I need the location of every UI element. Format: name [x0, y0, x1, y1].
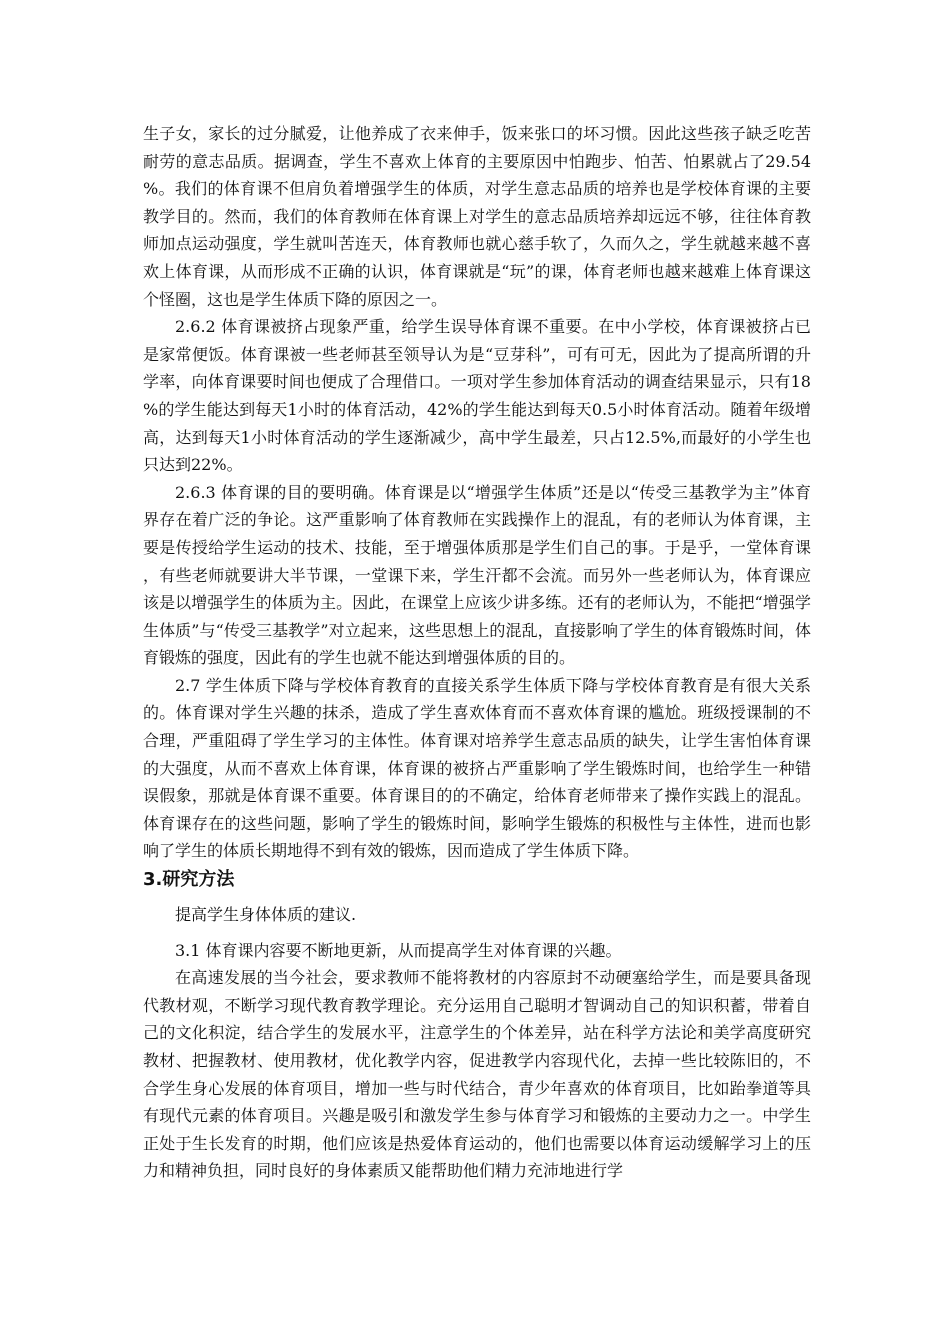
- subheading-suggestions: 提高学生身体体质的建议.: [175, 905, 357, 925]
- paragraph-2-6-3: 2.6.3 体育课的目的要明确。体育课是以“增强学生体质”还是以“传受三基教学为主”体育界存在着广泛的争论。这严重影响了体育教师在实践操作上的混乱，有的老师认为体育课，主要是传授给学生运动的技术、技能，至于增强体质那是学生们自己的事。于是乎，一堂体育课，有些老师就要讲大半节课，一堂课下来，学生汗都不会流。而另外一些老师认为，体育课应该是以增强学生的体质为主。因此，在课堂上应该少讲多练。还有的老师认为，不能把“增强学生体质”与“传受三基教学”对立起来，这些思想上的混乱，直接影响了学生的体育锻炼时间，体育锻炼的强度，因此有的学生也就不能达到增强体质的目的。: [143, 482, 811, 668]
- paragraph-2-7: 2.7 学生体质下降与学校体育教育的直接关系学生体质下降与学校体育教育是有很大关系的。体育课对学生兴趣的抹杀，造成了学生喜欢体育而不喜欢体育课的尴尬。班级授课制的不合理，严重阻碍了学生学习的主体性。体育课对培养学生意志品质的缺失，让学生害怕体育课的大强度，从而不喜欢上体育课，体育课的被挤占严重影响了学生锻炼时间，也给学生一种错误假象，那就是体育课不重要。体育课目的的不确定，给体育老师带来了操作实践上的混乱。体育课存在的这些问题，影响了学生的锻炼时间，影响学生锻炼的积极性与主体性，进而也影响了学生的体质长期地得不到有效的锻炼，因而造成了学生体质下降。: [143, 675, 811, 861]
- paragraph-2-6-2: 2.6.2 体育课被挤占现象严重，给学生误导体育课不重要。在中小学校，体育课被挤占已是家常便饭。体育课被一些老师甚至领导认为是“豆芽科”，可有可无，因此为了提高所谓的升学率，向体育课要时间也便成了合理借口。一项对学生参加体育活动的调查结果显示，只有18%的学生能达到每天1小时的体育活动，42%的学生能达到每天0.5小时体育活动。随着年级增高，达到每天1小时体育活动的学生逐渐减少，高中学生最差，只占12.5%,而最好的小学生也只达到22%。: [143, 317, 811, 475]
- paragraph-3-1-body: 在高速发展的当今社会，要求教师不能将教材的内容原封不动硬塞给学生，而是要具备现代教材观，不断学习现代教育教学理论。充分运用自己聪明才智调动自己的知识积蓄，带着自己的文化积淀，结合学生的发展水平，注意学生的个体差异，站在科学方法论和美学高度研究教材、把握教材、使用教材，优化教学内容，促进教学内容现代化，去掉一些比较陈旧的，不合学生身心发展的体育项目，增加一些与时代结合，青少年喜欢的体育项目，比如跆拳道等具有现代元素的体育项目。兴趣是吸引和激发学生参与体育学习和锻炼的主要动力之一。中学生正处于生长发育的时期，他们应该是热爱体育运动的，他们也需要以体育运动缓解学习上的压力和精神负担，同时良好的身体素质又能帮助他们精力充沛地进行学: [143, 968, 811, 1181]
- section-heading-3: 3.研究方法: [143, 869, 235, 891]
- paragraph-continuation: 生子女，家长的过分腻爱，让他养成了衣来伸手，饭来张口的坏习惯。因此这些孩子缺乏吃苦耐劳的意志品质。据调查，学生不喜欢上体育的主要原因中怕跑步、怕苦、怕累就占了29.54%。我们的体育课不但肩负着增强学生的体质，对学生意志品质的培养也是学校体育课的主要教学目的。然而，我们的体育教师在体育课上对学生的意志品质培养却远远不够，往往体育教师加点运动强度，学生就叫苦连天，体育教师也就心慈手软了，久而久之，学生就越来越不喜欢上体育课，从而形成不正确的认识，体育课就是“玩”的课，体育老师也越来越难上体育课这个怪圈，这也是学生体质下降的原因之一。: [143, 124, 811, 309]
- document-page: [143, 120, 811, 1185]
- section-3-1-title: 3.1 体育课内容要不断地更新，从而提高学生对体育课的兴趣。: [175, 940, 622, 960]
